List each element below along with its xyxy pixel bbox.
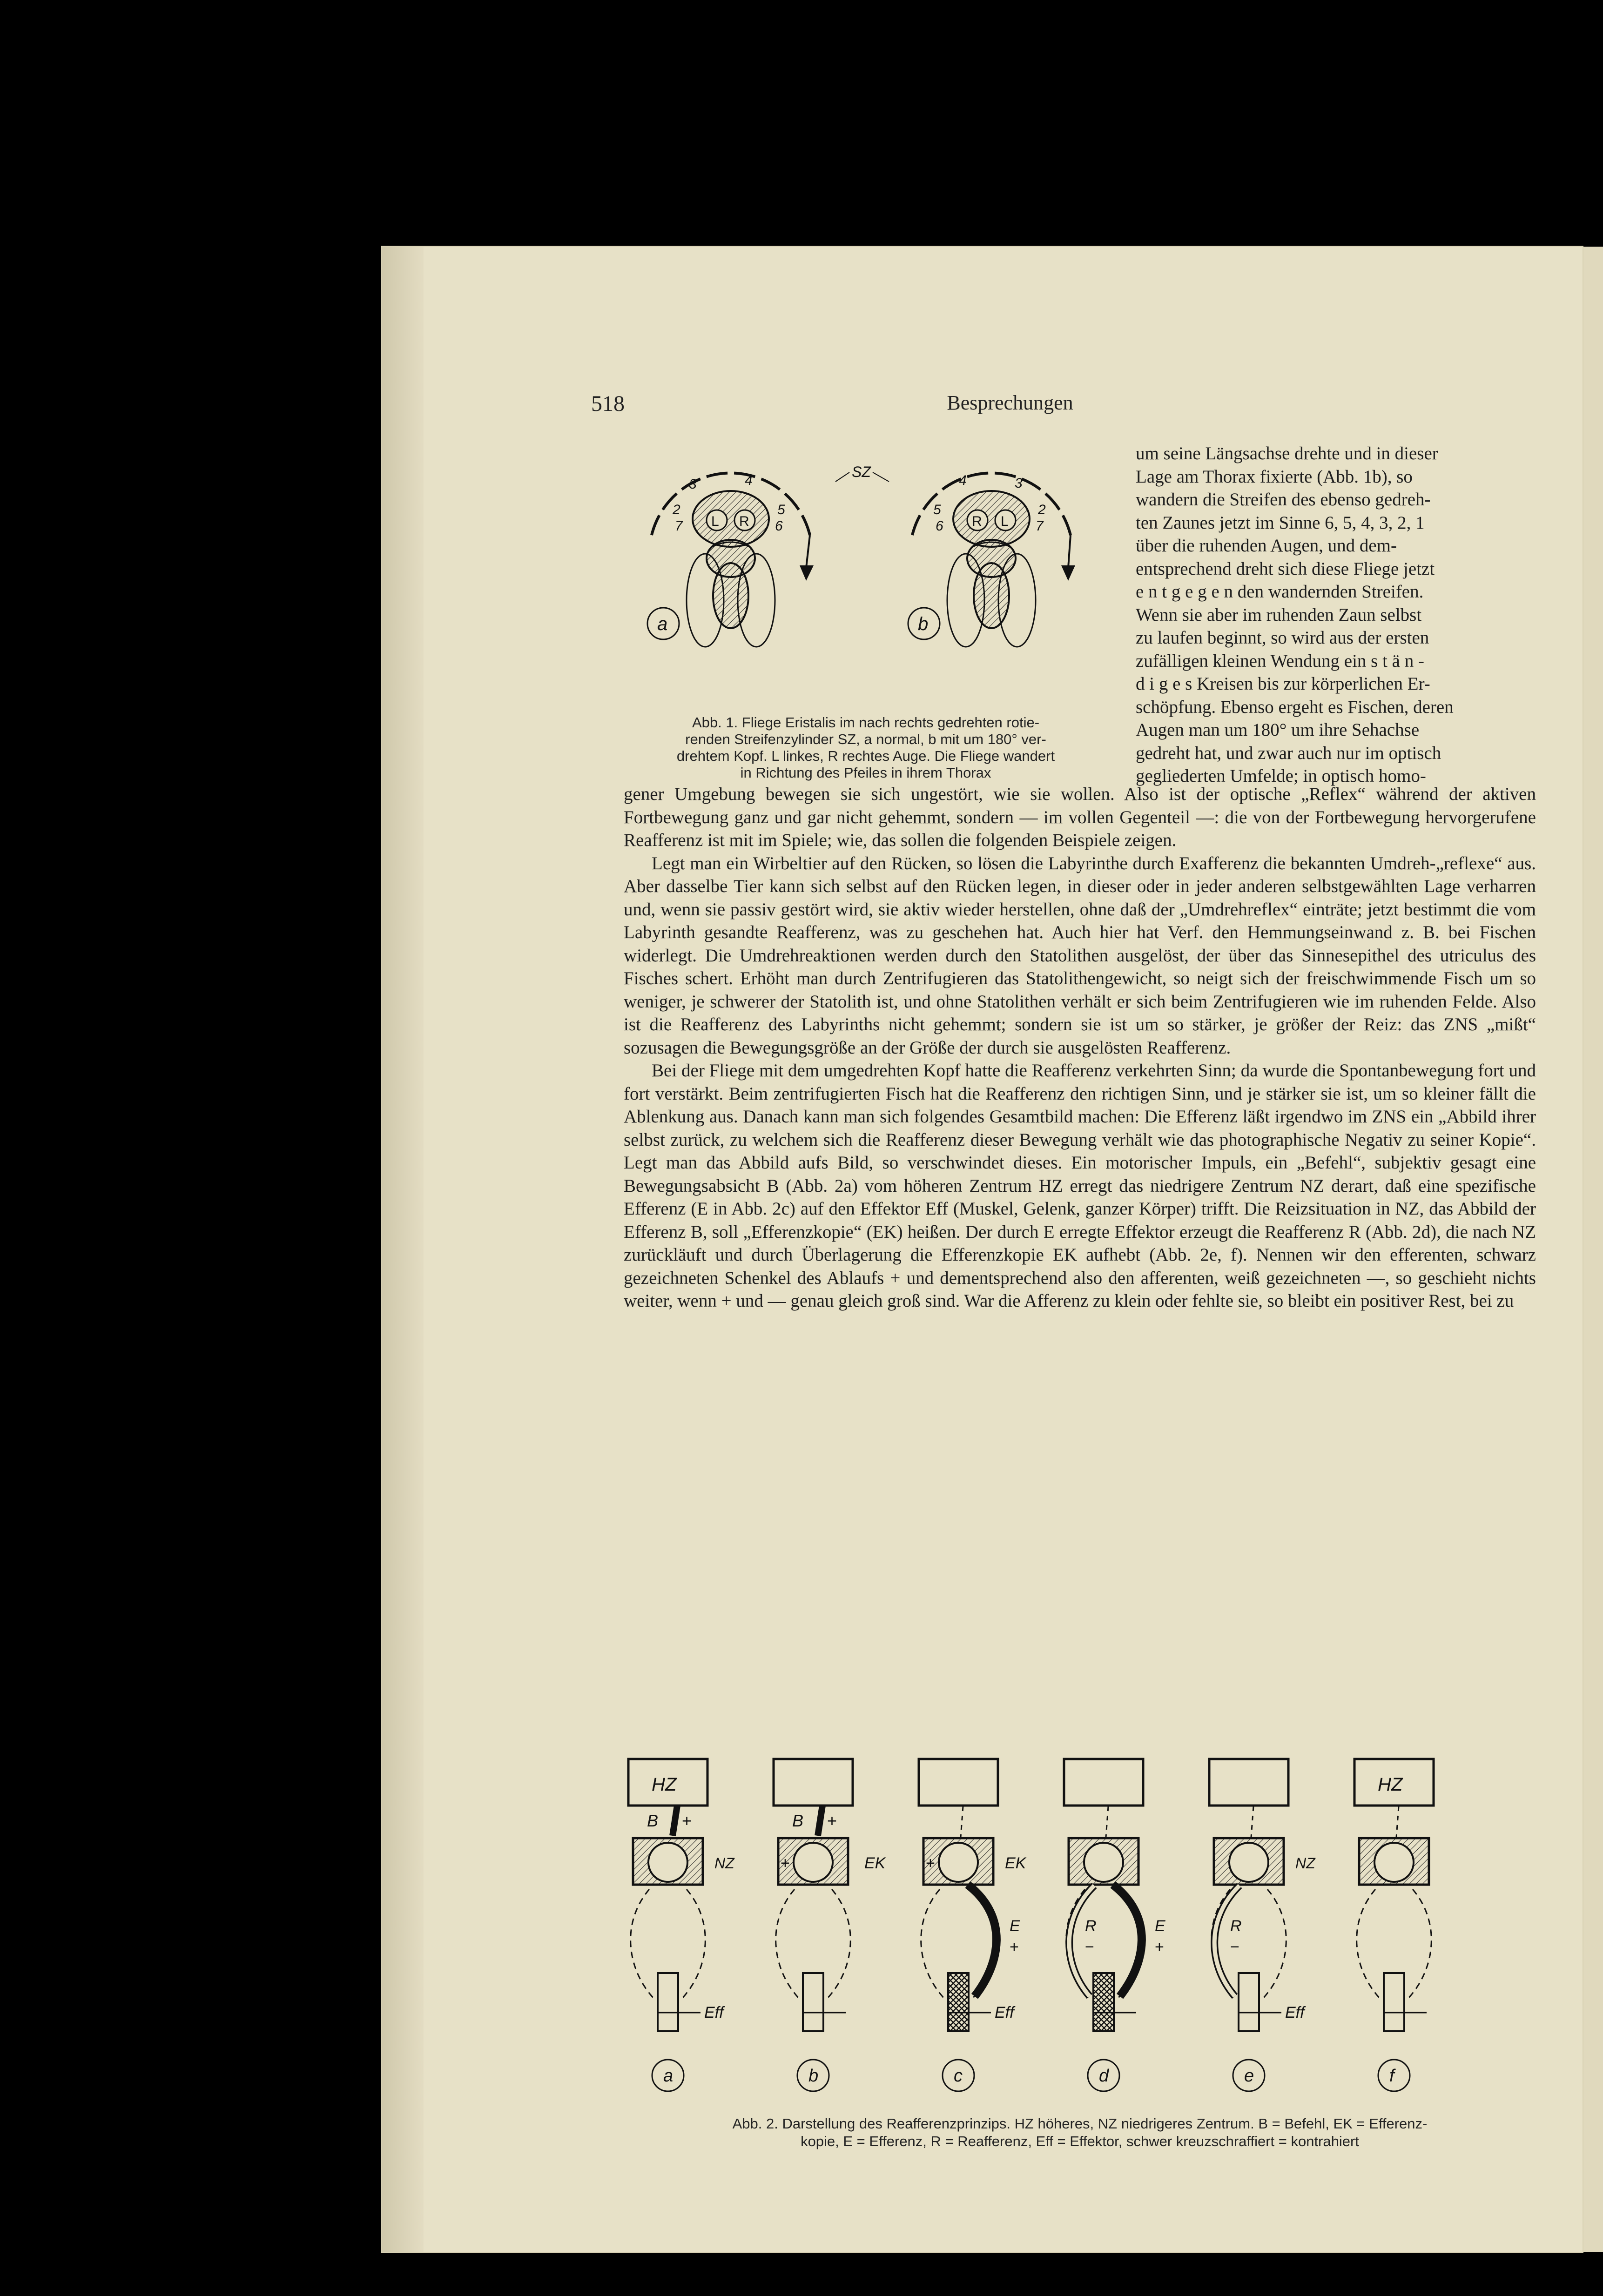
plus-label: + [827, 1811, 837, 1830]
hz-label: HZ [652, 1774, 677, 1795]
text-line: wandern die Streifen des ebenso gedreh- [1136, 490, 1431, 510]
panel-label: d [1099, 2066, 1109, 2086]
fly-b-num-4: 4 [959, 473, 967, 488]
caption1-line: Abb. 1. Fliege Eristalis im nach rechts gedrehten rotie- [692, 714, 1040, 731]
page-header [382, 391, 1583, 428]
text-line: Augen man um 180° um ihre Sehachse [1136, 720, 1420, 740]
plus-label: + [1155, 1938, 1164, 1956]
command-arrow [818, 1806, 822, 1836]
caption1-line: drehtem Kopf. L linkes, R rechtes Auge. Die Fliege wandert [676, 748, 1055, 764]
fly-b [908, 473, 1075, 647]
eff-label: Eff [995, 2004, 1014, 2021]
dashed-loop [921, 1889, 944, 1999]
eff-label: Eff [704, 2004, 724, 2021]
fly-b-num-6: 6 [936, 518, 943, 534]
text-line: um seine Längsachse drehte und in dieser [1136, 443, 1438, 463]
dashed-link [1396, 1806, 1399, 1837]
book-page [382, 247, 1583, 2252]
fly-a-label: a [657, 614, 668, 634]
text-line: über die ruhenden Augen, und dem- [1136, 536, 1397, 556]
page-edge-shadow [382, 247, 424, 2252]
hz-box [919, 1759, 998, 1806]
page-number: 518 [591, 391, 625, 416]
figure-1-fly-diagram [624, 433, 1108, 731]
fly-a-num-5: 5 [777, 502, 785, 517]
dashed-link [961, 1806, 963, 1837]
nz-circle [794, 1843, 833, 1882]
text-line: d i g e s Kreisen bis zur körperlichen Er- [1136, 674, 1430, 694]
text-line: gegliederten Umfelde; in optisch homo- [1136, 766, 1426, 786]
hz-box [1064, 1759, 1143, 1806]
nz-circle [939, 1843, 978, 1882]
text-line: zufälligen kleinen Wendung ein s t ä n - [1136, 651, 1424, 671]
b-label: B [647, 1811, 659, 1830]
nz-label: NZ [714, 1855, 734, 1872]
nz-circle [648, 1843, 687, 1882]
fly-a [647, 473, 814, 647]
text-line: Wenn sie aber im ruhenden Zaun selbst [1136, 604, 1422, 625]
fly-b-num-3: 3 [1015, 476, 1023, 491]
hz-label: HZ [1378, 1774, 1403, 1795]
eff-label: Eff [1285, 2004, 1305, 2021]
nz-circle [1374, 1843, 1414, 1882]
effector [658, 1973, 678, 2031]
effector [1384, 1973, 1404, 2031]
hz-box [1209, 1759, 1288, 1806]
nz-circle [1229, 1843, 1268, 1882]
dashed-loop [827, 1889, 850, 1999]
fly-b-eye-L: L [1001, 514, 1009, 529]
fly-a-num-3: 3 [689, 477, 697, 492]
caption1-line: in Richtung des Pfeiles in ihrem Thorax [740, 765, 991, 781]
fly-b-num-5: 5 [933, 502, 941, 517]
panel-label: a [663, 2066, 674, 2086]
fly-a-num-4: 4 [745, 473, 753, 488]
effector [1093, 1973, 1114, 2031]
dashed-loop [776, 1889, 799, 1999]
text-line: e n t g e g e n den wandernden Streifen. [1136, 582, 1424, 602]
fly-a-eye-L: L [711, 514, 719, 529]
figure-2-caption [624, 2115, 1536, 2150]
body-text [624, 783, 1536, 1313]
fly-b-label: b [918, 614, 929, 634]
caption2-line: kopie, E = Efferenz, R = Reafferenz, Eff = Effektor, schwer kreuzschraffiert = kontrahiert [801, 2133, 1359, 2149]
r-label: R [1085, 1917, 1097, 1935]
dashed-loop [1408, 1889, 1431, 1999]
nz-label: NZ [1295, 1855, 1315, 1872]
text-line: entsprechend dreht sich diese Fliege jetzt [1136, 558, 1435, 579]
dashed-link [1251, 1806, 1253, 1837]
minus-label: − [1230, 1938, 1239, 1956]
fly-b-num-7: 7 [1036, 518, 1044, 534]
effector [803, 1973, 823, 2031]
running-head: Besprechungen [947, 391, 1073, 414]
figure-2-reafference-diagram [624, 1754, 1536, 2108]
b-label: B [792, 1811, 804, 1830]
ek-label: EK [864, 1854, 886, 1872]
text-line: zu laufen beginnt, so wird aus der ersten [1136, 628, 1429, 648]
nz-circle [1084, 1843, 1123, 1882]
minus-label: − [1085, 1938, 1094, 1956]
right-column-text [1136, 442, 1536, 788]
fly-a-num-7: 7 [675, 518, 683, 534]
text-line: Lage am Thorax fixierte (Abb. 1b), so [1136, 466, 1413, 487]
hz-box [774, 1759, 853, 1806]
plus-label: + [781, 1854, 790, 1872]
fly-a-num-2: 2 [673, 502, 680, 517]
paragraph-2: Legt man ein Wirbeltier auf den Rücken, so lösen die Labyrinthe durch Exafferenz die bekannten Umdreh-„reflexe“ aus. Aber dasselbe Tier kann sich selbst auf den Rücken legen, in dieser oder in jeder anderen selbstgewählten Lage verharren und, wenn sie passiv gestört wird, sie aktiv wieder herstellen, ohne daß der „Umdrehreflex“ einträte; jetzt bestimmt die vom Labyrinth gesandte Reafferenz, was zu geschehen hat. Auch hier hat Verf. den Hemmungseinwand z. B. bei Fischen widerlegt. Die Umdrehreaktionen werden durch den Statolithen ausgelöst, der über das Sinnesepithel des utriculus des Fisches schert. Erhöht man durch Zentrifugieren das Statolithengewicht, so neigt sich der freischwimmende Fisch um so weniger, je schwerer der Statolith ist, und ohne Statolithen verhält er sich beim Zentrifugieren wie im ruhenden Felde. Also ist die Reafferenz des Labyrinths nicht gehemmt; sondern sie ist um so stärker, je größer der Reiz: das ZNS „mißt“ sozusagen die Bewegungsgröße an der Größe der durch sie ausgelösten Reafferenz. [624, 853, 1536, 1058]
plus-label: + [1010, 1938, 1019, 1956]
efference-arrow [1113, 1885, 1142, 1996]
r-label: R [1230, 1917, 1242, 1935]
fly-b-num-2: 2 [1038, 502, 1046, 517]
e-label: E [1010, 1917, 1020, 1935]
caption1-line: renden Streifenzylinder SZ, a normal, b mit um 180° ver- [685, 731, 1046, 747]
ek-label: EK [1005, 1854, 1026, 1872]
panel-label: e [1244, 2066, 1254, 2086]
figure-1-caption [624, 714, 1108, 781]
sz-label: SZ [852, 463, 871, 480]
panel-label: f [1389, 2066, 1394, 2086]
e-label: E [1155, 1917, 1165, 1935]
dashed-loop [1263, 1889, 1286, 1999]
panel-label: c [954, 2066, 963, 2086]
command-arrow [673, 1806, 677, 1836]
effector [948, 1973, 969, 2031]
next-page-spine [1580, 247, 1603, 2252]
text-line: ten Zaunes jetzt im Sinne 6, 5, 4, 3, 2, 1 [1136, 512, 1425, 533]
efference-arrow [968, 1885, 997, 1996]
text-line: schöpfung. Ebenso ergeht es Fischen, deren [1136, 697, 1454, 717]
fly-a-eye-R: R [739, 514, 749, 529]
dashed-loop [631, 1889, 654, 1999]
panel-label: b [808, 2066, 819, 2086]
effector [1239, 1973, 1259, 2031]
dashed-link [1106, 1806, 1108, 1837]
plus-label: + [926, 1854, 935, 1872]
caption2-line: Abb. 2. Darstellung des Reafferenzprinzips. HZ höheres, NZ niedrigeres Zentrum. B = Befehl, EK = Efferenz- [732, 2115, 1428, 2132]
fly-a-num-6: 6 [775, 518, 783, 534]
dashed-loop [1357, 1889, 1380, 1999]
fly-b-eye-R: R [972, 514, 982, 529]
dashed-loop [682, 1889, 705, 1999]
plus-label: + [682, 1811, 692, 1830]
paragraph-1: gener Umgebung bewegen sie sich ungestört, wie sie wollen. Also ist der optische „Reflex“ während der aktiven Fortbewegung ganz und gar nicht gehemmt, sondern — im vollen Gegenteil —: die von der Fortbewegung hervorgerufene Reafferenz ist mit im Spiele; wie, das sollen die folgenden Beispiele zeigen. [624, 784, 1536, 850]
paragraph-3: Bei der Fliege mit dem umgedrehten Kopf hatte die Reafferenz verkehrten Sinn; da wurde die Spontanbewegung fort und fort verstärkt. Beim zentrifugierten Fisch hat die Reafferenz den richtigen Sinn, und je stärker sie ist, um so kleiner fällt die Ablenkung aus. Danach kann man sich folgendes Gesamtbild machen: Die Efferenz läßt irgendwo im ZNS ein „Abbild ihrer selbst zurück, zu welchem sich die Reafferenz dieser Bewegung verhält wie das photographische Negativ zu seiner Kopie“. Legt man das Abbild aufs Bild, so verschwindet dieses. Ein motorischer Impuls, ein „Befehl“, subjektiv gesagt eine Bewegungsabsicht B (Abb. 2a) vom höheren Zentrum HZ erregt das niedrigere Zentrum NZ derart, daß eine spezifische Efferenz (E in Abb. 2c) auf den Effektor Eff (Muskel, Gelenk, ganzer Körper) trifft. Die Reizsituation in NZ, das Abbild der Efferenz B, soll „Efferenzkopie“ (EK) heißen. Der durch E erregte Effektor erzeugt die Reafferenz R (Abb. 2d), die nach NZ zurückläuft und durch Überlagerung die Efferenzkopie EK aufhebt (Abb. 2e, f). Nennen wir den efferenten, schwarz gezeichneten Schenkel des Ablaufs + und dementsprechend also den afferenten, weiß gezeichneten —, so geschieht nichts weiter, wenn + und — genau gleich groß sind. War die Afferenz zu klein oder fehlte sie, so bleibt ein positiver Rest, bei zu [624, 1061, 1536, 1311]
text-line: gedreht hat, und zwar auch nur im optisch [1136, 743, 1441, 763]
